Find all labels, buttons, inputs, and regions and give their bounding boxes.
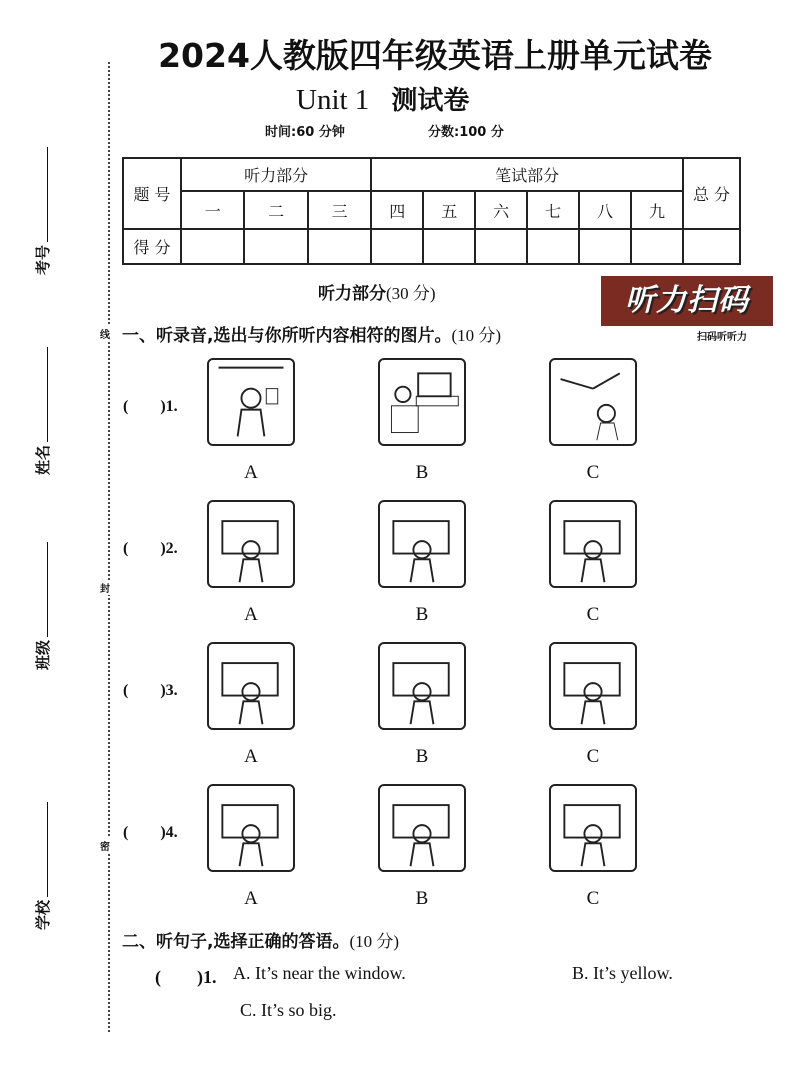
picture-option-a[interactable]: [207, 784, 295, 872]
time-info: 时间:60 分钟: [265, 125, 345, 140]
score-cell[interactable]: [371, 229, 423, 264]
cell-listening: 听力部分: [181, 158, 371, 191]
question-number[interactable]: ( )1.: [123, 398, 178, 415]
illustration: [380, 644, 464, 728]
question-number: ( )1.: [155, 967, 217, 987]
col-header: 二: [244, 191, 307, 229]
score-cell[interactable]: [423, 229, 475, 264]
illustration: [551, 644, 635, 728]
unit-label: Unit 1: [296, 84, 370, 116]
option-label: B: [415, 888, 429, 909]
part2-points: (10 分): [349, 932, 400, 951]
question-number[interactable]: ( )2.: [123, 540, 178, 557]
part2-heading: [122, 927, 399, 952]
option-label: A: [244, 604, 258, 625]
unit-title: [296, 80, 469, 117]
picture-option-b[interactable]: [378, 642, 466, 730]
seal-char: 线: [100, 326, 110, 341]
picture-option-b[interactable]: [378, 784, 466, 872]
illustration: [380, 360, 464, 444]
cell-writing: 笔试部分: [371, 158, 683, 191]
seal-char: 封: [100, 580, 110, 595]
answer-option-c[interactable]: C. It’s so big.: [240, 1000, 337, 1020]
illustration: [209, 786, 293, 870]
cell-defen: 得 分: [123, 229, 181, 264]
seal-char: 密: [100, 838, 110, 853]
badge-subtitle: 扫码听听力: [697, 332, 747, 343]
question-number[interactable]: ( )4.: [123, 824, 178, 841]
score-table: [122, 157, 741, 265]
unit-subtitle: 测试卷: [391, 86, 470, 116]
option-label: A: [244, 888, 258, 909]
cell-tihao: 题 号: [123, 158, 181, 229]
col-header: 九: [631, 191, 683, 229]
score-cell[interactable]: [683, 229, 740, 264]
field-label: 学校: [34, 899, 52, 930]
option-label: B: [415, 746, 429, 767]
illustration: [209, 360, 293, 444]
section-points: (30 分): [386, 284, 436, 303]
illustration: [380, 502, 464, 586]
field-class[interactable]: [32, 542, 53, 670]
field-label: 班级: [34, 639, 52, 670]
illustration: [551, 360, 635, 444]
option-label: C: [586, 888, 600, 909]
answer-option-b[interactable]: B. It’s yellow.: [572, 963, 673, 983]
option-label: C: [586, 604, 600, 625]
part2-title: 二、听句子,选择正确的答语。: [122, 932, 350, 952]
picture-option-c[interactable]: [549, 500, 637, 588]
picture-option-b[interactable]: [378, 500, 466, 588]
part1-heading: [122, 321, 501, 346]
score-cell[interactable]: [244, 229, 307, 264]
picture-option-c[interactable]: [549, 642, 637, 730]
option-label: B: [415, 604, 429, 625]
picture-option-b[interactable]: [378, 358, 466, 446]
score-info: 分数:100 分: [428, 125, 504, 140]
section-title: 听力部分: [318, 284, 386, 304]
col-header: 四: [371, 191, 423, 229]
cell-total: 总 分: [683, 158, 740, 229]
picture-option-a[interactable]: [207, 500, 295, 588]
score-cell[interactable]: [308, 229, 371, 264]
field-school[interactable]: [32, 802, 53, 930]
option-label: A: [244, 746, 258, 767]
picture-option-a[interactable]: [207, 642, 295, 730]
score-cell[interactable]: [475, 229, 527, 264]
page-title: 2024人教版四年级英语上册单元试卷: [158, 36, 712, 75]
illustration: [551, 786, 635, 870]
option-label: C: [586, 462, 600, 483]
col-header: 六: [475, 191, 527, 229]
illustration: [209, 502, 293, 586]
listen-qr-badge[interactable]: 听力扫码: [601, 276, 773, 326]
picture-option-a[interactable]: [207, 358, 295, 446]
field-label: 考号: [34, 244, 52, 275]
picture-option-c[interactable]: [549, 784, 637, 872]
answer-option-a[interactable]: A. It’s near the window.: [233, 963, 406, 983]
illustration: [551, 502, 635, 586]
score-cell[interactable]: [181, 229, 244, 264]
score-cell[interactable]: [631, 229, 683, 264]
illustration: [209, 644, 293, 728]
part1-title: 一、听录音,选出与你所听内容相符的图片。: [122, 326, 452, 346]
picture-option-c[interactable]: [549, 358, 637, 446]
col-header: 三: [308, 191, 371, 229]
question-number[interactable]: ( )3.: [123, 682, 178, 699]
option-label: B: [415, 462, 429, 483]
col-header: 八: [579, 191, 631, 229]
field-label: 姓名: [34, 444, 52, 475]
col-header: 七: [527, 191, 579, 229]
part1-points: (10 分): [451, 326, 502, 345]
illustration: [380, 786, 464, 870]
section-heading: [318, 279, 436, 304]
score-cell[interactable]: [527, 229, 579, 264]
score-cell[interactable]: [579, 229, 631, 264]
seal-line: [108, 62, 110, 1032]
option-label: A: [244, 462, 258, 483]
col-header: 一: [181, 191, 244, 229]
field-name[interactable]: [32, 347, 53, 475]
field-exam-number[interactable]: [32, 147, 53, 275]
option-label: C: [586, 746, 600, 767]
col-header: 五: [423, 191, 475, 229]
